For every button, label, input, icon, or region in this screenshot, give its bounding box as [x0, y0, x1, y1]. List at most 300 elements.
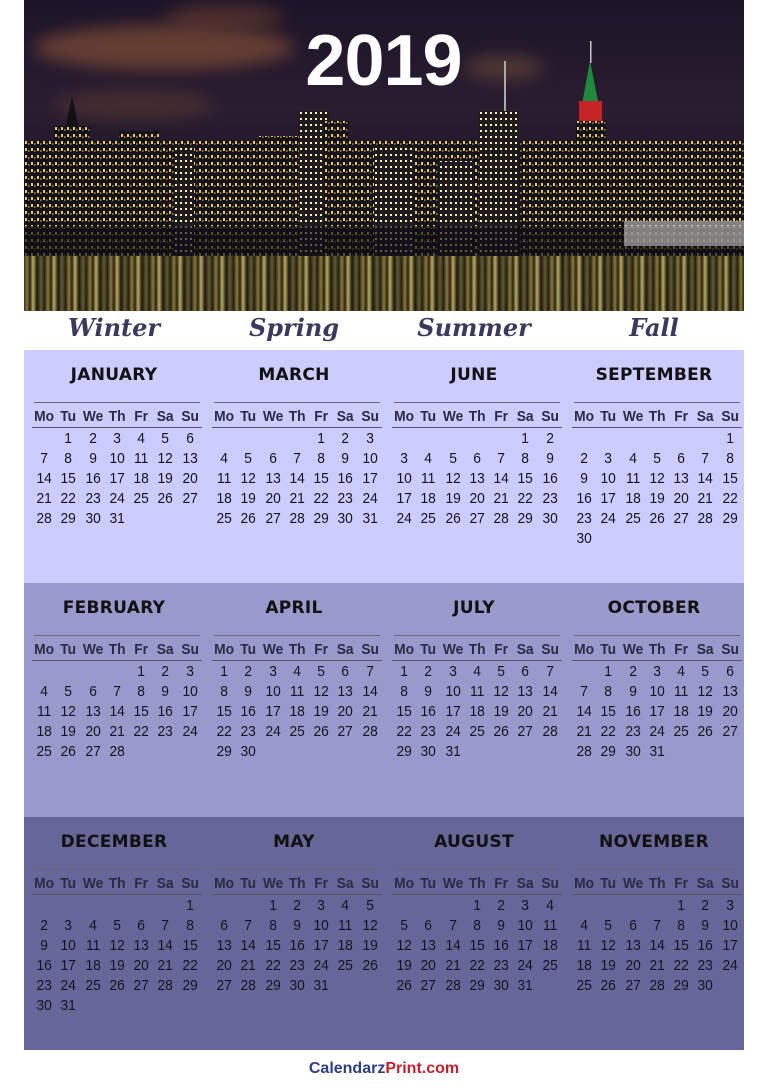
day-cell: 8 [137, 683, 146, 700]
day-cell: 10 [396, 470, 412, 487]
day-cell: 2 [161, 663, 170, 680]
day-cell: 18 [289, 703, 305, 720]
weekday-label: Su [181, 875, 199, 892]
week-row [572, 956, 742, 976]
day-cell: 5 [64, 683, 73, 700]
day-cell: 7 [448, 917, 457, 934]
day-cell: 28 [36, 510, 52, 527]
day-cell: 19 [600, 957, 617, 974]
day-cell: 29 [313, 510, 329, 527]
day-cell: 22 [600, 723, 617, 740]
day-cell: 3 [448, 663, 457, 680]
week-row [572, 722, 742, 742]
weekday-label: We [622, 875, 643, 892]
day-cell: 28 [157, 977, 174, 994]
empty-cell [237, 429, 259, 449]
weekday-label: Fr [314, 641, 329, 658]
weekday-label: Tu [420, 875, 437, 892]
month-august [384, 817, 564, 1050]
day-cell: 7 [365, 663, 374, 680]
divider [574, 635, 740, 636]
weekday-label: We [82, 408, 103, 425]
day-cell: 17 [722, 937, 738, 954]
day-cell: 4 [40, 683, 48, 700]
week-row [392, 702, 562, 722]
day-cell: 11 [469, 683, 485, 700]
day-cell: 10 [445, 683, 461, 700]
weekday-label: Tu [420, 641, 437, 658]
day-cell: 5 [701, 663, 710, 680]
day-cell: 19 [362, 937, 378, 954]
week-row [572, 702, 742, 722]
day-cell: 12 [697, 683, 714, 700]
week-row [212, 429, 382, 449]
empty-cell [393, 429, 415, 449]
weekday-label: Sa [517, 408, 534, 425]
day-cell: 11 [421, 470, 436, 487]
empty-cell [597, 429, 619, 449]
weekday-label: We [442, 408, 463, 425]
day-cell: 28 [240, 977, 257, 994]
day-cell: 1 [220, 663, 228, 680]
day-cell: 6 [521, 663, 530, 680]
weekday-label: Fr [494, 408, 509, 425]
day-cell: 5 [653, 450, 661, 467]
weekday-label: Sa [337, 875, 354, 892]
day-cell: 22 [517, 490, 534, 507]
day-cell: 21 [240, 957, 257, 974]
weekday-label: Fr [494, 641, 509, 658]
day-cell: 23 [157, 723, 174, 740]
month-november [564, 817, 744, 1050]
day-cell: 21 [576, 723, 592, 740]
month-july [384, 583, 564, 817]
day-cell: 25 [420, 510, 437, 527]
day-cell: 26 [493, 723, 509, 740]
weekday-label: Su [181, 641, 199, 658]
week-row [212, 936, 382, 956]
day-cell: 19 [60, 723, 77, 740]
day-cell: 5 [113, 917, 121, 934]
weekday-header [32, 407, 202, 428]
week-row [212, 509, 382, 529]
day-cell: 27 [265, 510, 281, 527]
day-cell: 29 [722, 510, 738, 527]
day-cell: 1 [64, 430, 73, 447]
day-cell: 9 [161, 683, 170, 700]
weekday-header [32, 874, 202, 895]
day-cell: 6 [424, 917, 433, 934]
day-cell: 23 [240, 723, 257, 740]
week-row [392, 469, 562, 489]
weekday-label: We [262, 875, 283, 892]
weekday-header [212, 407, 382, 428]
month-name: MARCH [258, 365, 330, 385]
day-cell: 23 [542, 490, 558, 507]
week-row [572, 742, 742, 762]
empty-cell [82, 996, 104, 1016]
day-cell: 28 [697, 510, 714, 527]
day-cell: 24 [600, 510, 617, 527]
weekday-label: Sa [517, 875, 534, 892]
divider [214, 869, 380, 870]
empty-cell [130, 996, 152, 1016]
empty-cell [417, 429, 439, 449]
day-cell: 16 [576, 490, 592, 507]
week-row [392, 489, 562, 509]
day-cell: 23 [493, 957, 509, 974]
day-cell: 3 [521, 897, 530, 914]
empty-cell [154, 509, 176, 529]
day-cell: 30 [493, 977, 509, 994]
day-cell: 19 [109, 957, 125, 974]
day-cell: 12 [396, 937, 412, 954]
day-cell: 22 [265, 957, 281, 974]
weekday-label: Mo [574, 641, 595, 658]
day-cell: 9 [88, 450, 97, 467]
day-cell: 12 [240, 470, 257, 487]
day-cell: 30 [420, 743, 437, 760]
day-cell: 2 [244, 663, 253, 680]
day-cell: 11 [85, 937, 100, 954]
day-cell: 13 [625, 937, 641, 954]
day-cell: 27 [673, 510, 689, 527]
day-cell: 21 [362, 703, 378, 720]
season-summer: Summer [417, 313, 531, 342]
week-row [572, 976, 742, 996]
day-cell: 8 [473, 917, 481, 934]
month-september [564, 350, 744, 583]
weekday-label: Fr [314, 875, 329, 892]
weekday-label: Th [648, 875, 666, 892]
day-cell: 16 [697, 937, 714, 954]
empty-cell [694, 529, 716, 549]
day-cell: 1 [185, 897, 194, 914]
week-row [212, 722, 382, 742]
day-cell: 1 [521, 430, 530, 447]
day-cell: 12 [60, 703, 77, 720]
day-cell: 18 [576, 957, 592, 974]
day-cell: 2 [545, 430, 554, 447]
day-cell: 13 [182, 450, 198, 467]
divider [34, 869, 200, 870]
day-cell: 8 [220, 683, 228, 700]
day-cell: 24 [265, 723, 281, 740]
week-row [572, 469, 742, 489]
day-cell: 20 [337, 703, 354, 720]
day-cell: 29 [673, 977, 689, 994]
empty-cell [334, 976, 356, 996]
day-cell: 25 [625, 510, 641, 527]
day-cell: 19 [157, 470, 174, 487]
day-cell: 8 [400, 683, 408, 700]
weekday-label: Sa [337, 641, 354, 658]
weekday-label: Mo [214, 875, 235, 892]
day-cell: 29 [60, 510, 77, 527]
day-cell: 26 [649, 510, 665, 527]
day-cell: 2 [40, 917, 48, 934]
weekday-label: Fr [494, 875, 509, 892]
weekday-header [212, 874, 382, 895]
day-cell: 18 [216, 490, 232, 507]
weekday-header [32, 640, 202, 661]
empty-cell [466, 742, 488, 762]
empty-cell [539, 742, 561, 762]
day-cell: 17 [649, 703, 665, 720]
month-grid [572, 407, 742, 549]
day-cell: 4 [473, 663, 481, 680]
week-row [212, 682, 382, 702]
month-december [24, 817, 204, 1050]
day-cell: 14 [109, 703, 125, 720]
week-row [32, 996, 202, 1016]
month-name: FEBRUARY [62, 598, 166, 618]
day-cell: 20 [673, 490, 689, 507]
footer-brand-part2: Print.com [385, 1060, 460, 1077]
divider [394, 402, 560, 403]
day-cell: 17 [109, 470, 125, 487]
day-cell: 6 [628, 917, 637, 934]
month-name: AUGUST [434, 832, 514, 852]
day-cell: 27 [216, 977, 232, 994]
weekday-label: We [442, 641, 463, 658]
month-name: APRIL [265, 598, 323, 618]
week-row [32, 449, 202, 469]
day-cell: 25 [133, 490, 149, 507]
day-cell: 7 [161, 917, 170, 934]
day-cell: 10 [722, 917, 738, 934]
month-october [564, 583, 744, 817]
weekday-label: Th [468, 875, 486, 892]
empty-cell [466, 429, 488, 449]
day-cell: 2 [341, 430, 350, 447]
day-cell: 17 [396, 490, 412, 507]
day-cell: 26 [396, 977, 412, 994]
day-cell: 20 [722, 703, 738, 720]
day-cell: 22 [182, 957, 198, 974]
empty-cell [213, 896, 235, 916]
day-cell: 16 [157, 703, 174, 720]
day-cell: 31 [649, 743, 665, 760]
day-cell: 17 [445, 703, 461, 720]
day-cell: 7 [113, 683, 121, 700]
day-cell: 22 [133, 723, 149, 740]
weekday-label: Mo [34, 408, 55, 425]
weekday-label: Mo [394, 408, 415, 425]
weekday-label: Tu [60, 875, 77, 892]
weekday-label: Mo [214, 408, 235, 425]
day-cell: 30 [240, 743, 257, 760]
month-grid [212, 874, 382, 996]
empty-cell [57, 896, 79, 916]
week-row [32, 429, 202, 449]
day-cell: 19 [313, 703, 329, 720]
empty-cell [130, 742, 152, 762]
weekday-label: Th [648, 641, 666, 658]
day-cell: 6 [341, 663, 350, 680]
week-row [32, 936, 202, 956]
week-row [32, 956, 202, 976]
day-cell: 16 [625, 703, 641, 720]
day-cell: 11 [338, 917, 353, 934]
day-cell: 12 [649, 470, 665, 487]
day-cell: 23 [697, 957, 714, 974]
day-cell: 14 [36, 470, 52, 487]
empty-cell [622, 529, 644, 549]
empty-cell [719, 742, 741, 762]
month-grid [212, 407, 382, 529]
day-cell: 10 [182, 683, 198, 700]
weekday-label: Tu [60, 408, 77, 425]
day-cell: 6 [473, 450, 481, 467]
empty-cell [33, 662, 55, 682]
month-grid [572, 640, 742, 762]
day-cell: 3 [185, 663, 194, 680]
weekday-label: Su [541, 875, 559, 892]
day-cell: 18 [542, 937, 558, 954]
day-cell: 2 [497, 897, 506, 914]
day-cell: 20 [216, 957, 232, 974]
empty-cell [490, 429, 512, 449]
day-cell: 18 [420, 490, 437, 507]
day-cell: 25 [36, 743, 52, 760]
day-cell: 22 [673, 957, 689, 974]
week-row [212, 449, 382, 469]
week-row [32, 489, 202, 509]
weekday-label: We [442, 875, 463, 892]
day-cell: 28 [576, 743, 592, 760]
day-cell: 29 [396, 743, 412, 760]
empty-cell [514, 742, 536, 762]
divider [574, 402, 740, 403]
day-cell: 24 [722, 957, 738, 974]
day-cell: 15 [517, 470, 534, 487]
weekday-label: We [82, 641, 103, 658]
month-name: DECEMBER [60, 832, 168, 852]
week-row [392, 429, 562, 449]
month-name: NOVEMBER [599, 832, 709, 852]
weekday-label: Mo [214, 641, 235, 658]
week-row [392, 682, 562, 702]
day-cell: 5 [317, 663, 326, 680]
weekday-label: We [82, 875, 103, 892]
empty-cell [310, 742, 332, 762]
day-cell: 7 [701, 450, 710, 467]
empty-cell [359, 742, 381, 762]
day-cell: 28 [649, 977, 665, 994]
footer-brand[interactable] [0, 1060, 768, 1078]
weekday-label: Th [288, 641, 306, 658]
weekday-label: Su [181, 408, 199, 425]
empty-cell [719, 529, 741, 549]
weekday-label: Sa [337, 408, 354, 425]
empty-cell [442, 896, 464, 916]
day-cell: 25 [576, 977, 592, 994]
weekday-label: Th [468, 641, 486, 658]
day-cell: 2 [293, 897, 301, 914]
year-title: 2019 [305, 21, 462, 101]
day-cell: 5 [448, 450, 457, 467]
weekday-header [572, 874, 742, 895]
day-cell: 26 [240, 510, 257, 527]
week-row [212, 956, 382, 976]
day-cell: 25 [216, 510, 232, 527]
day-cell: 24 [396, 510, 412, 527]
day-cell: 21 [36, 490, 52, 507]
empty-cell [262, 742, 284, 762]
month-january [24, 350, 204, 583]
calendar-band-1 [24, 350, 744, 583]
day-cell: 6 [725, 663, 734, 680]
empty-cell [262, 429, 284, 449]
day-cell: 3 [268, 663, 277, 680]
weekday-label: Su [721, 408, 739, 425]
empty-cell [179, 509, 201, 529]
empty-cell [106, 896, 128, 916]
day-cell: 14 [445, 937, 461, 954]
day-cell: 30 [542, 510, 558, 527]
day-cell: 3 [653, 663, 661, 680]
day-cell: 31 [313, 977, 329, 994]
day-cell: 29 [216, 743, 232, 760]
week-row [572, 936, 742, 956]
week-row [392, 509, 562, 529]
weekday-label: Mo [394, 875, 415, 892]
day-cell: 16 [85, 470, 101, 487]
day-cell: 12 [157, 450, 174, 467]
day-cell: 15 [722, 470, 738, 487]
day-cell: 22 [216, 723, 232, 740]
day-cell: 1 [604, 663, 613, 680]
day-cell: 19 [240, 490, 257, 507]
week-row [572, 916, 742, 936]
empty-cell [130, 896, 152, 916]
day-cell: 12 [493, 683, 509, 700]
day-cell: 11 [674, 683, 689, 700]
day-cell: 19 [649, 490, 665, 507]
day-cell: 12 [109, 937, 125, 954]
weekday-label: Sa [697, 641, 714, 658]
week-row [32, 509, 202, 529]
weekday-label: Mo [574, 408, 595, 425]
day-cell: 16 [289, 937, 305, 954]
day-cell: 12 [362, 917, 378, 934]
day-cell: 14 [542, 683, 558, 700]
day-cell: 9 [545, 450, 554, 467]
weekday-label: Su [721, 875, 739, 892]
weekday-header [572, 640, 742, 661]
day-cell: 29 [600, 743, 617, 760]
day-cell: 20 [469, 490, 485, 507]
weekday-label: Su [541, 408, 559, 425]
weekday-header [392, 407, 562, 428]
week-row [32, 469, 202, 489]
day-cell: 13 [420, 937, 437, 954]
day-cell: 10 [600, 470, 617, 487]
month-april [204, 583, 384, 817]
day-cell: 28 [362, 723, 378, 740]
empty-cell [179, 742, 201, 762]
month-june [384, 350, 564, 583]
day-cell: 1 [400, 663, 408, 680]
empty-cell [719, 976, 741, 996]
day-cell: 14 [493, 470, 509, 487]
week-row [32, 702, 202, 722]
weekday-label: Fr [134, 875, 149, 892]
day-cell: 4 [341, 897, 350, 914]
day-cell: 9 [497, 917, 506, 934]
weekday-label: Su [361, 875, 379, 892]
